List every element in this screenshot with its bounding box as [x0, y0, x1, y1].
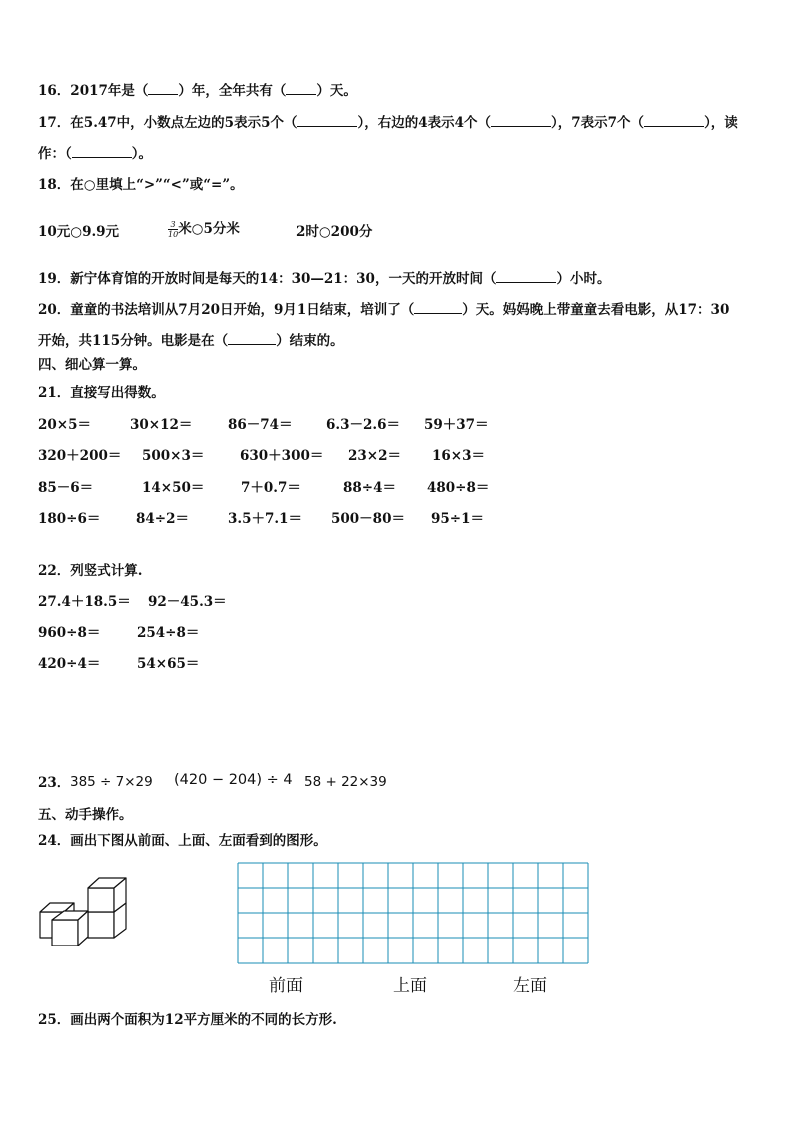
arith-item: 23×2＝: [348, 448, 401, 464]
answer-blank[interactable]: [228, 332, 276, 345]
fraction: $\frac{3}{10}$: [168, 220, 179, 239]
arith-item: 30×12＝: [130, 417, 193, 433]
arith-item: 16×3＝: [432, 448, 485, 464]
arith-item: 180÷6＝: [38, 511, 101, 527]
vertical-calc-item: 54×65＝: [137, 656, 200, 672]
arith-item: 630＋300＝: [240, 448, 324, 464]
question-17: 17．在5.47中，小数点左边的5表示5个（ ），右边的4表示4个（ ），7表示7个（ ），读: [38, 115, 738, 131]
formula: 58 + 22×39: [304, 774, 387, 790]
cube-stack-figure: [36, 876, 132, 946]
answer-blank[interactable]: [148, 82, 178, 95]
formula: 385 ÷ 7×29: [70, 774, 153, 790]
vertical-calc-item: 254÷8＝: [137, 625, 200, 641]
answer-blank[interactable]: [286, 82, 316, 95]
question-21: 21．直接写出得数。: [38, 385, 165, 401]
arith-item: 59＋37＝: [424, 417, 489, 433]
answer-blank[interactable]: [644, 114, 704, 127]
compare-item: 2时○200分: [296, 224, 373, 240]
section-heading: 四、细心算一算。: [38, 357, 146, 373]
question-24: 24．画出下图从前面、上面、左面看到的图形。: [38, 833, 327, 849]
answer-blank[interactable]: [496, 270, 556, 283]
arith-item: 95÷1＝: [431, 511, 484, 527]
question-20-cont: 开始，共115分钟。电影是在（ ）结束的。: [38, 333, 344, 349]
label-left: 左面: [513, 976, 547, 996]
arith-item: 320＋200＝: [38, 448, 122, 464]
arith-item: 88÷4＝: [343, 480, 396, 496]
compare-item: 10元○9.9元: [38, 224, 120, 240]
drawing-grid[interactable]: [237, 862, 589, 964]
question-18: 18．在○里填上“>”“<”或“=”。: [38, 177, 244, 193]
question-25: 25．画出两个面积为12平方厘米的不同的长方形.: [38, 1012, 337, 1028]
question-23-number: 23．: [38, 775, 71, 791]
answer-blank[interactable]: [72, 145, 132, 158]
answer-blank[interactable]: [414, 301, 462, 314]
arith-item: 500－80＝: [331, 511, 405, 527]
arith-item: 6.3－2.6＝: [326, 417, 400, 433]
vertical-calc-item: 92－45.3＝: [148, 594, 227, 610]
answer-blank[interactable]: [297, 114, 357, 127]
label-top: 上面: [393, 976, 427, 996]
arith-item: 480÷8＝: [427, 480, 490, 496]
arith-item: 3.5＋7.1＝: [228, 511, 302, 527]
formula: (420 − 204) ÷ 4: [174, 772, 293, 788]
section-heading: 五、动手操作。: [38, 807, 133, 823]
question-22: 22．列竖式计算.: [38, 563, 143, 579]
answer-blank[interactable]: [491, 114, 551, 127]
arith-item: 86－74＝: [228, 417, 293, 433]
arith-item: 84÷2＝: [136, 511, 189, 527]
arith-item: 500×3＝: [142, 448, 205, 464]
question-16: 16．2017年是（ ）年，全年共有（ ）天。: [38, 83, 357, 99]
vertical-calc-item: 960÷8＝: [38, 625, 101, 641]
arith-item: 85－6＝: [38, 480, 94, 496]
vertical-calc-item: 420÷4＝: [38, 656, 101, 672]
arith-item: 14×50＝: [142, 480, 205, 496]
compare-item: $\frac{3}{10}$ 米○5分米: [168, 220, 240, 239]
arith-item: 20×5＝: [38, 417, 91, 433]
question-19: 19．新宁体育馆的开放时间是每天的14：30—21：30，一天的开放时间（ ）小时。: [38, 271, 611, 287]
arith-item: 7＋0.7＝: [241, 480, 301, 496]
label-front: 前面: [269, 976, 303, 996]
vertical-calc-item: 27.4＋18.5＝: [38, 594, 131, 610]
question-17-cont: 作：（ ）。: [38, 146, 152, 162]
question-20: 20．童童的书法培训从7月20日开始，9月1日结束，培训了（ ）天。妈妈晚上带童童去看电影，从17：30: [38, 302, 730, 318]
